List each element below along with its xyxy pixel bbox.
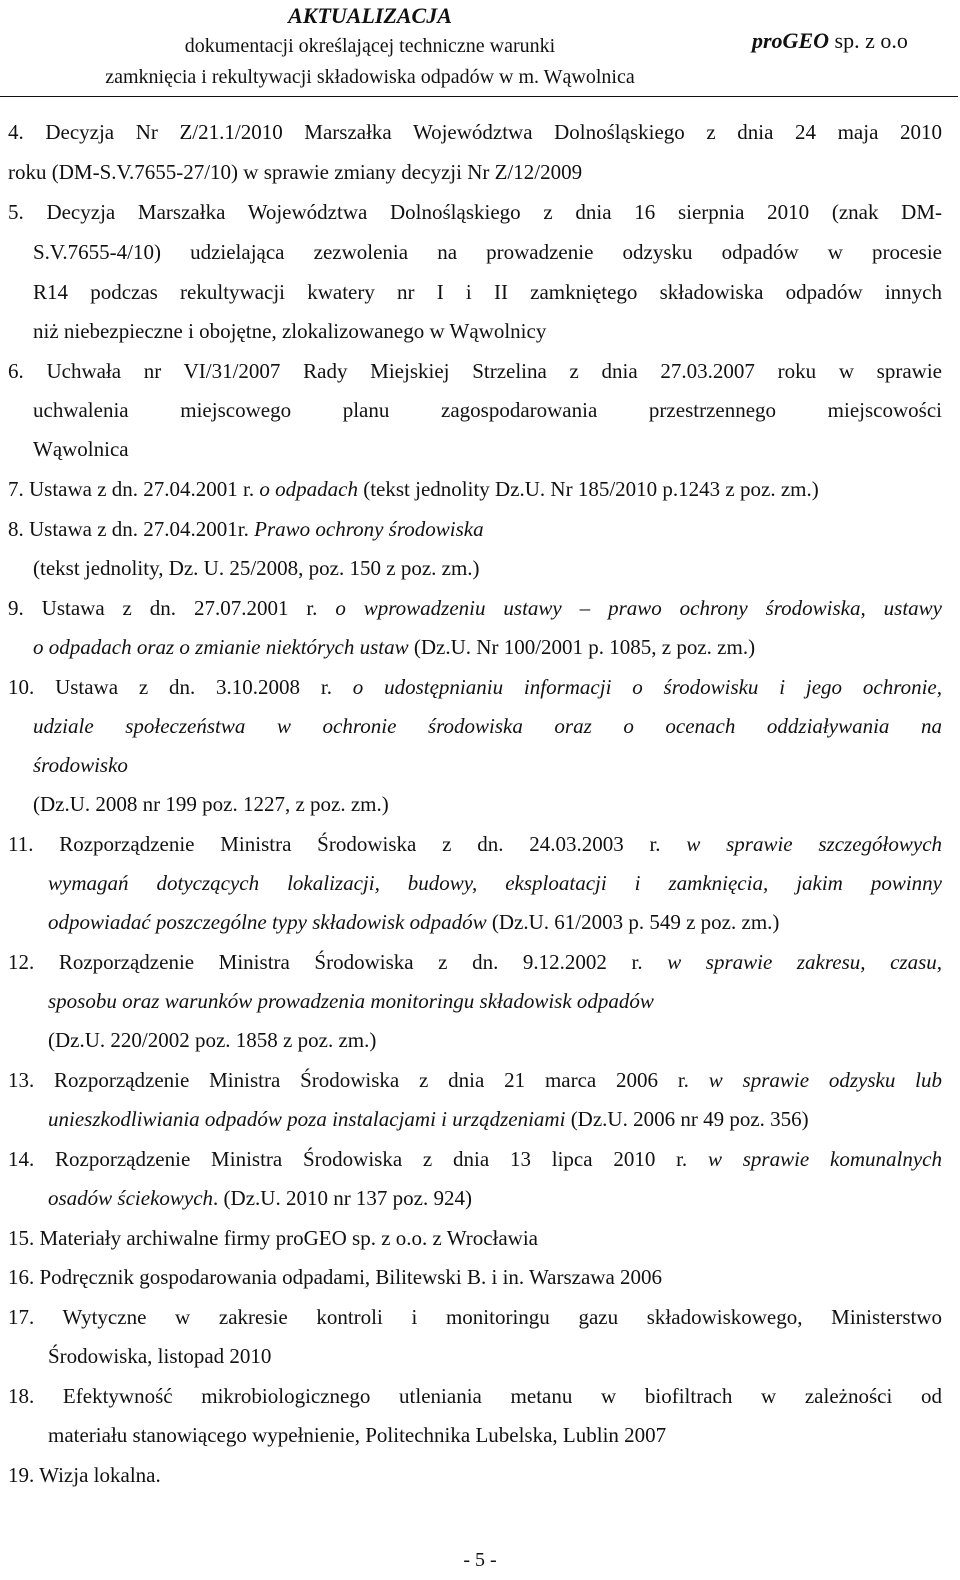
reference-text: 5. Decyzja Marszałka Województwa Dolnośląskiego z dnia 16 sierpnia 2010 (znak DM- [8,200,942,224]
reference-text: roku (DM-S.V.7655-27/10) w sprawie zmiany decyzji Nr Z/12/2009 [8,160,583,184]
reference-text-italic: Prawo ochrony środowiska [254,517,484,541]
reference-text: 14. Rozporządzenie Ministra Środowiska z dnia 13 lipca 2010 r. [8,1147,708,1171]
reference-line [33,792,389,816]
reference-text: (Dz.U. Nr 100/2001 p. 1085, z poz. zm.) [408,635,756,659]
reference-text-italic: o odpadach oraz o zmianie niektórych ustaw [33,635,409,659]
reference-line [33,240,942,264]
reference-line [8,675,942,699]
reference-text: (Dz.U. 2008 nr 199 poz. 1227, z poz. zm.) [33,792,389,816]
reference-text-italic: odpowiadać poszczególne typy składowisk odpadów [48,910,487,934]
reference-text: 6. Uchwała nr VI/31/2007 Rady Miejskiej Strzelina z dnia 27.03.2007 roku w sprawie [8,359,942,383]
reference-line [48,1186,472,1210]
reference-line [8,1384,942,1408]
reference-text-italic: środowisko [33,753,128,777]
reference-text: (tekst jednolity, Dz. U. 25/2008, poz. 150 z poz. zm.) [33,556,480,580]
company-name: proGEO [752,28,830,53]
reference-text: materiału stanowiącego wypełnienie, Politechnika Lubelska, Lublin 2007 [48,1423,667,1447]
reference-text-italic: unieszkodliwiania odpadów poza instalacjami i urządzeniami [48,1107,566,1131]
reference-text: 17. Wytyczne w zakresie kontroli i monitoringu gazu składowiskowego, Ministerstwo [8,1305,942,1329]
reference-line [8,950,942,974]
reference-text-italic: w sprawie zakresu, czasu, [667,950,943,974]
reference-line [33,753,128,777]
reference-line [48,1107,809,1131]
reference-line [8,1068,942,1092]
reference-text: 15. Materiały archiwalne firmy proGEO sp. z o.o. z Wrocławia [8,1226,539,1250]
reference-line [33,635,755,659]
reference-text: 18. Efektywność mikrobiologicznego utleniania metanu w biofiltrach w zależności od [8,1384,942,1408]
reference-line [8,1226,538,1250]
reference-text: uchwalenia miejscowego planu zagospodarowania przestrzennego miejscowości [33,398,942,422]
reference-text-italic: sposobu oraz warunków prowadzenia monitoringu składowisk odpadów [48,989,654,1013]
reference-line [33,280,942,304]
reference-text: 13. Rozporządzenie Ministra Środowiska z dnia 21 marca 2006 r. [8,1068,709,1092]
reference-line [8,120,942,144]
reference-line [8,477,819,501]
header-title: AKTUALIZACJA [288,3,452,28]
reference-line [33,556,480,580]
reference-line [48,989,654,1013]
header-subtitle-line-1: dokumentacji określającej techniczne warunki [184,35,556,57]
company-suffix: sp. z o.o [829,28,908,53]
reference-text-italic: udziale społeczeństwa w ochronie środowiska oraz o ocenach oddziaływania na [33,714,942,738]
reference-text-italic: w sprawie komunalnych [707,1147,942,1171]
reference-line [33,714,942,738]
reference-line [48,1344,271,1368]
reference-line [8,200,942,224]
reference-line [33,398,942,422]
reference-line [8,596,942,620]
reference-text: . (Dz.U. 2010 nr 137 poz. 924) [213,1186,472,1210]
reference-line [8,832,942,856]
reference-line [8,1463,161,1487]
reference-text: (Dz.U. 61/2003 p. 549 z poz. zm.) [486,910,780,934]
reference-text: Środowiska, listopad 2010 [48,1344,272,1368]
reference-text: Wąwolnica [33,437,129,461]
reference-text: 19. Wizja lokalna. [8,1463,161,1487]
reference-text: S.V.7655-4/10) udzielająca zezwolenia na prowadzenie odzysku odpadów w procesie [33,240,942,264]
reference-text: 8. Ustawa z dn. 27.04.2001r. [8,517,255,541]
reference-line [8,1265,662,1289]
reference-text: 11. Rozporządzenie Ministra Środowiska z dn. 24.03.2003 r. [8,832,687,856]
reference-line [8,359,942,383]
reference-text: niż niebezpieczne i obojętne, zlokalizowanego w Wąwolnicy [33,319,547,343]
reference-text-italic: osadów ściekowych [48,1186,214,1210]
reference-text: 16. Podręcznik gospodarowania odpadami, Bilitewski B. i in. Warszawa 2006 [8,1265,663,1289]
reference-text: 7. Ustawa z dn. 27.04.2001 r. [8,477,260,501]
reference-text-italic: o wprowadzeniu ustawy – prawo ochrony środowiska, ustawy [335,596,942,620]
reference-text-italic: wymagań dotyczących lokalizacji, budowy, eksploatacji i zamknięcia, jakim powinny [48,871,942,895]
reference-text: (tekst jednolity Dz.U. Nr 185/2010 p.1243 z poz. zm.) [357,477,819,501]
reference-line [8,1305,942,1329]
reference-line [33,319,546,343]
reference-line [48,1028,376,1052]
reference-line [8,1147,942,1171]
reference-text: R14 podczas rekultywacji kwatery nr I i II zamkniętego składowiska odpadów innych [33,280,942,304]
header-subtitle-line-2: zamknięcia i rekultywacji składowiska odpadów w m. Wąwolnica [105,66,635,88]
reference-line [8,517,484,541]
reference-text: 12. Rozporządzenie Ministra Środowiska z dn. 9.12.2002 r. [8,950,668,974]
reference-line [48,871,942,895]
reference-line [48,1423,666,1447]
reference-text: (Dz.U. 2006 nr 49 poz. 356) [565,1107,809,1131]
reference-text-italic: o odpadach [259,477,358,501]
page-number: - 5 - [463,1549,497,1571]
reference-text-italic: w sprawie odzysku lub [708,1068,943,1092]
reference-line [33,437,129,461]
reference-text: (Dz.U. 220/2002 poz. 1858 z poz. zm.) [48,1028,377,1052]
reference-line [48,910,779,934]
reference-text: 9. Ustawa z dn. 27.07.2001 r. [8,596,336,620]
reference-text-italic: o udostępnianiu informacji o środowisku i jego ochronie, [352,675,942,699]
reference-text: 10. Ustawa z dn. 3.10.2008 r. [8,675,353,699]
reference-text-italic: w sprawie szczegółowych [686,832,943,856]
reference-text: 4. Decyzja Nr Z/21.1/2010 Marszałka Województwa Dolnośląskiego z dnia 24 maja 2010 [8,120,942,144]
reference-line [8,160,582,184]
